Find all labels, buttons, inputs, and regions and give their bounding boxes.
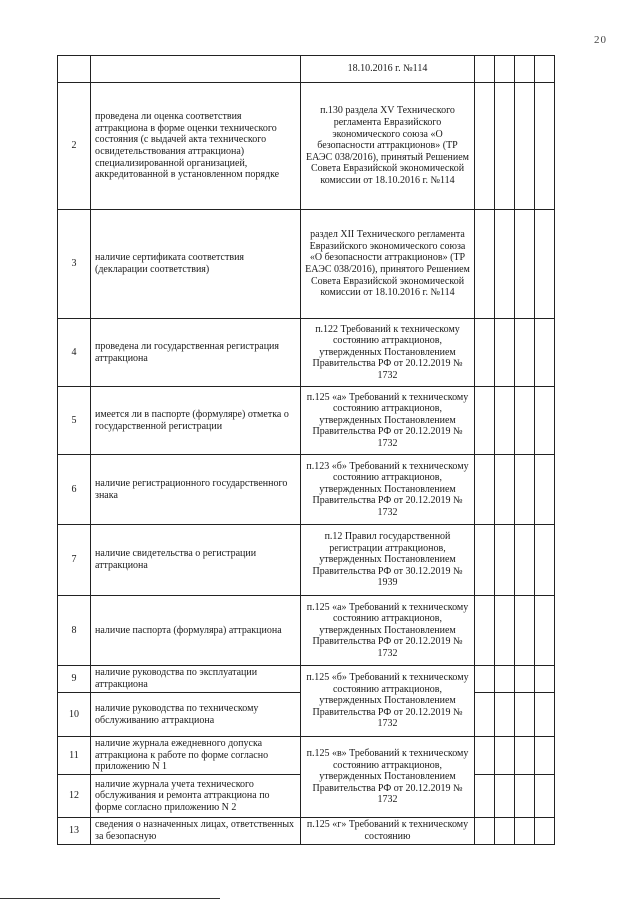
row-description: наличие журнала учета технического обслуживания и ремонта аттракциона по форме согласно приложению N 2 <box>91 775 301 818</box>
check-cell <box>475 666 495 693</box>
table-row <box>58 455 555 525</box>
table-row <box>58 387 555 455</box>
check-cell <box>515 818 535 845</box>
table-row <box>58 596 555 666</box>
row-description: проведена ли оценка соответствия аттракциона в форме оценки технического состояния (с выдачей акта технического освидетельствования аттракциона) специализированной организацией, аккредитованной в установленном порядке <box>91 83 301 210</box>
row-reference: раздел XII Технического регламента Евразийского экономического союза «О безопасности аттракционов» (ТР ЕАЭС 038/2016), принятого Решением Совета Евразийской экономической комиссии от 18.10.2016 г. №114 <box>301 210 475 319</box>
row-number: 7 <box>58 525 91 596</box>
table-row <box>58 319 555 387</box>
check-cell <box>515 525 535 596</box>
check-cell <box>535 210 555 319</box>
check-cell <box>535 596 555 666</box>
row-description: проведена ли государственная регистрация аттракциона <box>91 319 301 387</box>
check-cell <box>495 693 515 737</box>
check-cell <box>475 319 495 387</box>
table-row <box>58 666 555 693</box>
row-reference: п.12 Правил государственной регистрации аттракционов, утвержденных Постановлением Правительства РФ от 30.12.2019 № 1939 <box>301 525 475 596</box>
row-reference: п.125 «г» Требований к техническому состоянию <box>301 818 475 845</box>
check-cell <box>515 56 535 83</box>
check-cell <box>475 210 495 319</box>
check-cell <box>495 818 515 845</box>
check-cell <box>495 83 515 210</box>
row-reference: п.123 «б» Требований к техническому состоянию аттракционов, утвержденных Постановлением Правительства РФ от 20.12.2019 № 1732 <box>301 455 475 525</box>
table-row <box>58 210 555 319</box>
check-cell <box>535 83 555 210</box>
check-cell <box>495 596 515 666</box>
row-reference: п.125 «в» Требований к техническому состоянию аттракционов, утвержденных Постановлением Правительства РФ от 20.12.2019 № 1732 <box>301 737 475 818</box>
row-description: наличие журнала ежедневного допуска аттракциона к работе по форме согласно приложению N 1 <box>91 737 301 775</box>
row-description: наличие регистрационного государственного знака <box>91 455 301 525</box>
row-number: 9 <box>58 666 91 693</box>
check-cell <box>495 737 515 775</box>
check-cell <box>515 319 535 387</box>
row-reference: п.125 «а» Требований к техническому состоянию аттракционов, утвержденных Постановлением Правительства РФ от 20.12.2019 № 1732 <box>301 387 475 455</box>
check-cell <box>535 525 555 596</box>
check-cell <box>475 83 495 210</box>
check-cell <box>535 319 555 387</box>
row-description: наличие руководства по эксплуатации аттракциона <box>91 666 301 693</box>
check-cell <box>495 56 515 83</box>
check-cell <box>535 387 555 455</box>
table-row <box>58 83 555 210</box>
row-reference: 18.10.2016 г. №114 <box>301 56 475 83</box>
row-number: 13 <box>58 818 91 845</box>
row-number: 12 <box>58 775 91 818</box>
check-cell <box>515 83 535 210</box>
table-row <box>58 737 555 775</box>
check-cell <box>495 387 515 455</box>
check-cell <box>475 596 495 666</box>
page-number: 20 <box>594 34 607 46</box>
row-number: 3 <box>58 210 91 319</box>
check-cell <box>495 319 515 387</box>
row-number: 11 <box>58 737 91 775</box>
check-cell <box>495 775 515 818</box>
footer-rule <box>0 898 220 899</box>
check-cell <box>535 56 555 83</box>
row-number <box>58 56 91 83</box>
row-description: наличие свидетельства о регистрации аттракциона <box>91 525 301 596</box>
check-cell <box>535 818 555 845</box>
row-number: 2 <box>58 83 91 210</box>
row-reference: п.130 раздела XV Технического регламента Евразийского экономического союза «О безопасности аттракционов» (ТР ЕАЭС 038/2016), принятый Решением Совета Евразийской экономической комиссии от 18.10.2016 г. №114 <box>301 83 475 210</box>
check-cell <box>515 596 535 666</box>
row-reference: п.125 «а» Требований к техническому состоянию аттракционов, утвержденных Постановлением Правительства РФ от 20.12.2019 № 1732 <box>301 596 475 666</box>
check-cell <box>535 455 555 525</box>
row-reference: п.125 «б» Требований к техническому состоянию аттракционов, утвержденных Постановлением Правительства РФ от 20.12.2019 № 1732 <box>301 666 475 737</box>
check-cell <box>475 455 495 525</box>
check-cell <box>495 525 515 596</box>
table-row <box>58 525 555 596</box>
row-number: 4 <box>58 319 91 387</box>
row-description: наличие паспорта (формуляра) аттракциона <box>91 596 301 666</box>
check-cell <box>475 737 495 775</box>
row-number: 5 <box>58 387 91 455</box>
row-description <box>91 56 301 83</box>
row-description: имеется ли в паспорте (формуляре) отметка о государственной регистрации <box>91 387 301 455</box>
check-cell <box>475 56 495 83</box>
check-cell <box>535 693 555 737</box>
check-cell <box>535 666 555 693</box>
table-row <box>58 56 555 83</box>
check-cell <box>535 775 555 818</box>
check-cell <box>515 775 535 818</box>
row-number: 8 <box>58 596 91 666</box>
row-description: наличие руководства по техническому обслуживанию аттракциона <box>91 693 301 737</box>
row-description: сведения о назначенных лицах, ответственных за безопасную <box>91 818 301 845</box>
row-number: 6 <box>58 455 91 525</box>
requirements-table <box>57 55 555 845</box>
row-description: наличие сертификата соответствия (декларации соответствия) <box>91 210 301 319</box>
check-cell <box>495 210 515 319</box>
check-cell <box>515 737 535 775</box>
check-cell <box>475 525 495 596</box>
check-cell <box>515 693 535 737</box>
check-cell <box>495 666 515 693</box>
table-row <box>58 818 555 845</box>
check-cell <box>495 455 515 525</box>
check-cell <box>475 693 495 737</box>
check-cell <box>475 775 495 818</box>
check-cell <box>515 387 535 455</box>
check-cell <box>515 666 535 693</box>
check-cell <box>515 210 535 319</box>
check-cell <box>535 737 555 775</box>
row-reference: п.122 Требований к техническому состоянию аттракционов, утвержденных Постановлением Правительства РФ от 20.12.2019 № 1732 <box>301 319 475 387</box>
check-cell <box>475 818 495 845</box>
check-cell <box>515 455 535 525</box>
check-cell <box>475 387 495 455</box>
row-number: 10 <box>58 693 91 737</box>
